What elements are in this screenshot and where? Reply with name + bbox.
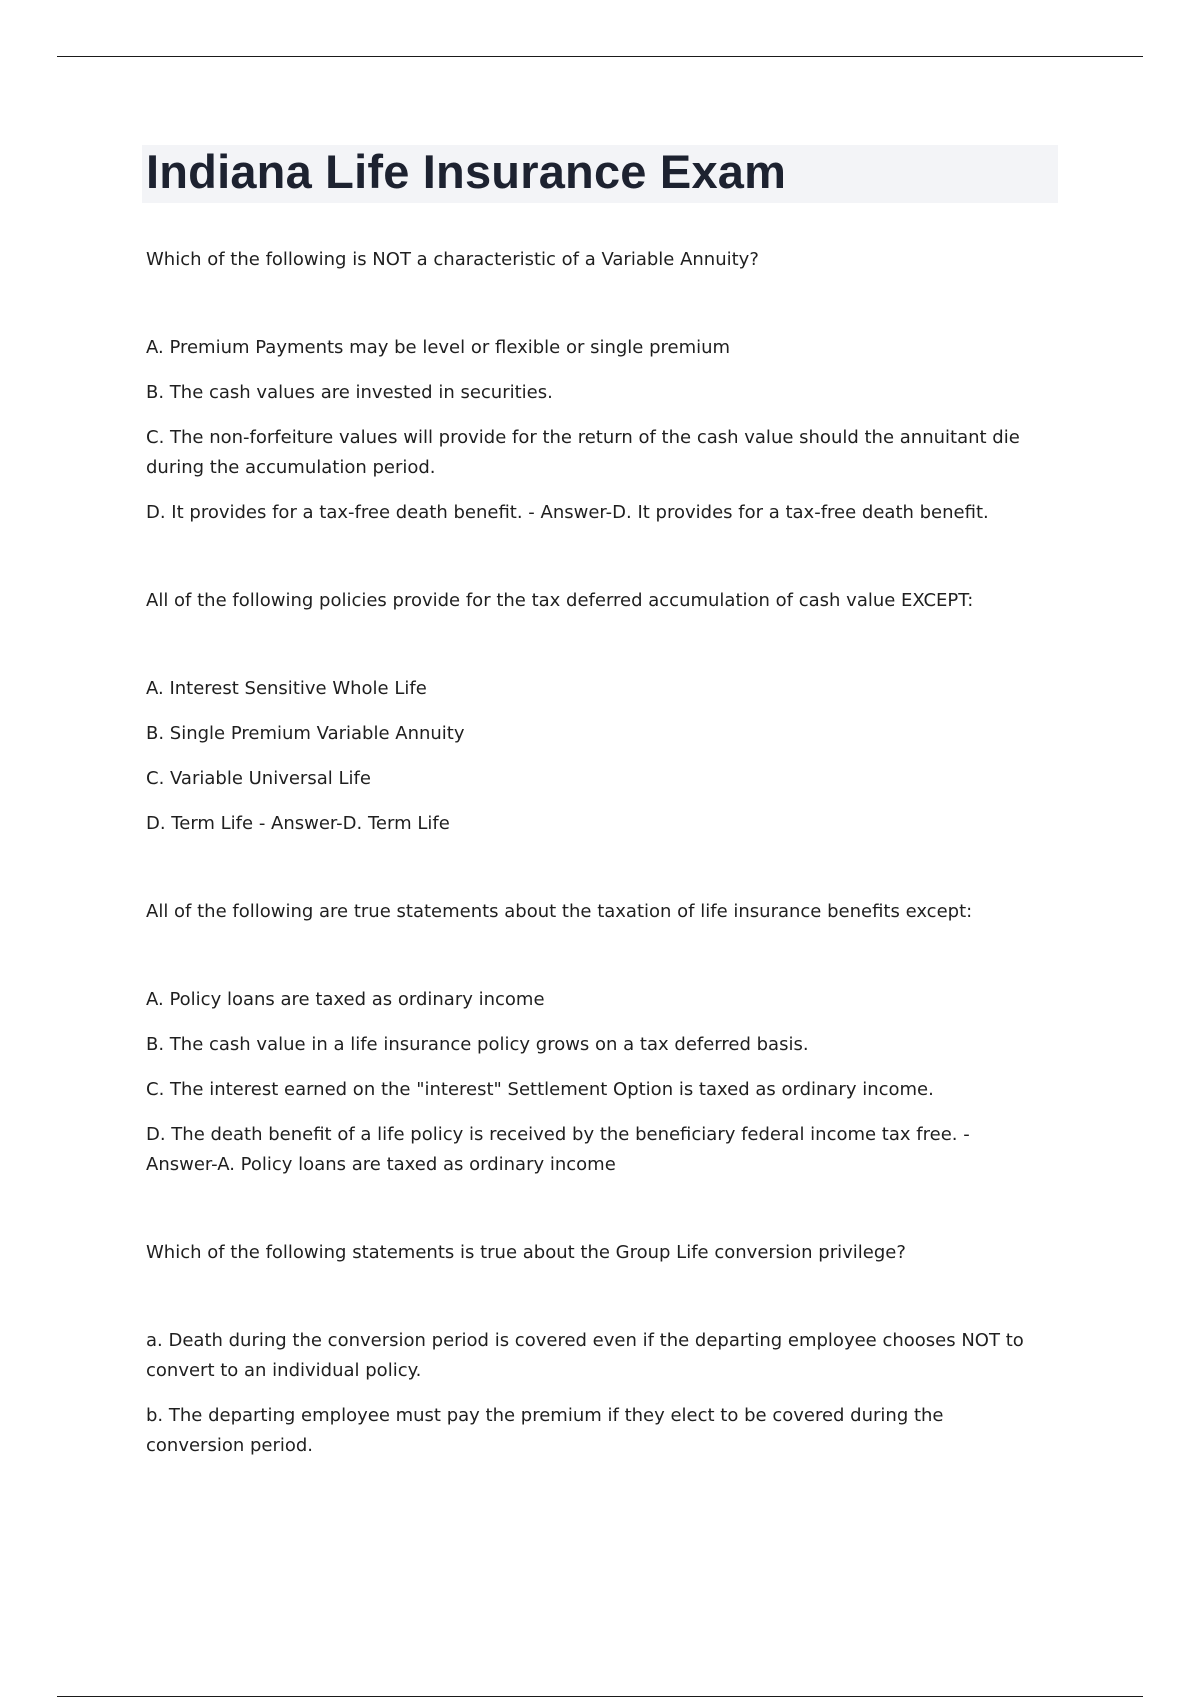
question-text: Which of the following is NOT a characteristic of a Variable Annuity? <box>146 249 759 270</box>
footer-rule <box>57 1696 1143 1697</box>
question-text: Which of the following statements is true about the Group Life conversion privilege? <box>146 1242 906 1263</box>
question-text: All of the following are true statements about the taxation of life insurance benefits except: <box>146 901 973 922</box>
question-1 <box>146 246 1046 528</box>
answer-option: A. Premium Payments may be level or flexible or single premium <box>146 337 731 358</box>
document-title: Indiana Life Insurance Exam <box>146 145 787 198</box>
answer-option: a. Death during the conversion period is covered even if the departing employee chooses NOT to convert to an individual policy. <box>146 1330 1024 1381</box>
answer-option: B. The cash values are invested in securities. <box>146 382 553 403</box>
question-text: All of the following policies provide for the tax deferred accumulation of cash value EXCEPT: <box>146 590 974 611</box>
answer-option: C. Variable Universal Life <box>146 768 371 789</box>
question-2 <box>146 587 1046 839</box>
question-list <box>146 246 1046 1476</box>
answer-option: A. Policy loans are taxed as ordinary income <box>146 989 545 1010</box>
answer-option: B. Single Premium Variable Annuity <box>146 723 465 744</box>
question-4 <box>146 1239 1046 1461</box>
answer-option: C. The non-forfeiture values will provide for the return of the cash value should the annuitant die during the accumulation period. <box>146 427 1020 478</box>
answer-option-with-answer: D. The death benefit of a life policy is received by the beneficiary federal income tax free. - Answer-A. Policy loans are taxed as ordinary income <box>146 1124 970 1175</box>
answer-option-with-answer: D. Term Life - Answer-D. Term Life <box>146 813 450 834</box>
question-3 <box>146 898 1046 1180</box>
answer-option: B. The cash value in a life insurance policy grows on a tax deferred basis. <box>146 1034 809 1055</box>
answer-option: A. Interest Sensitive Whole Life <box>146 678 427 699</box>
answer-option: C. The interest earned on the "interest" Settlement Option is taxed as ordinary income. <box>146 1079 934 1100</box>
header-rule <box>57 56 1143 57</box>
answer-option: b. The departing employee must pay the premium if they elect to be covered during the conversion period. <box>146 1405 944 1456</box>
answer-option-with-answer: D. It provides for a tax-free death benefit. - Answer-D. It provides for a tax-free death benefit. <box>146 502 989 523</box>
